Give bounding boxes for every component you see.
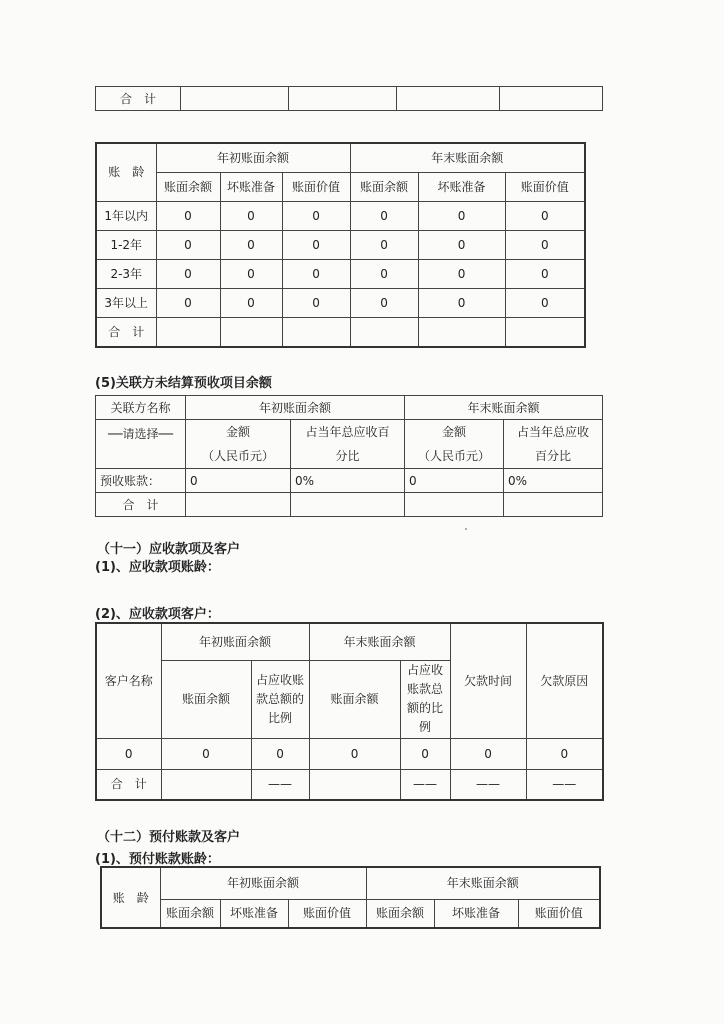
party-select[interactable]: ──请选择── bbox=[96, 420, 186, 469]
total-label: 合 计 bbox=[96, 493, 186, 517]
dash-cell: —— bbox=[251, 769, 309, 800]
table-row bbox=[96, 259, 585, 288]
table-cell bbox=[504, 493, 603, 517]
cell-value: 0 bbox=[400, 738, 450, 769]
table-row bbox=[96, 201, 585, 230]
currency-label: （人民币元） bbox=[201, 449, 274, 463]
section-12-sub1: (1)、预付账款账龄： bbox=[95, 852, 220, 867]
section-12-title: （十二）预付账款及客户 bbox=[97, 830, 241, 845]
percent-header: 占应收账款总额的比例 bbox=[400, 660, 450, 738]
end-balance-header: 年末账面余额 bbox=[405, 396, 603, 420]
cell-value: 0 bbox=[282, 201, 350, 230]
amount-input[interactable]: 0 bbox=[186, 469, 291, 493]
table-cell bbox=[500, 87, 603, 111]
cell-value: 0 bbox=[161, 738, 251, 769]
percent-label-line2: 百分比 bbox=[535, 449, 572, 463]
col-header: 账面价值 bbox=[518, 899, 600, 928]
row-label: 预收账款： bbox=[96, 469, 186, 493]
cell-value: 0 bbox=[251, 738, 309, 769]
cell-value: 0 bbox=[418, 230, 505, 259]
cell-value: 0 bbox=[156, 230, 220, 259]
begin-balance-header: 年初账面余额 bbox=[186, 396, 405, 420]
prepaid-aging-table bbox=[100, 866, 601, 929]
section-5-title: (5)关联方未结算预收项目余额 bbox=[95, 376, 272, 391]
cell-value: 0 bbox=[282, 288, 350, 317]
percent-label-line1: 占当年总应收 bbox=[517, 425, 590, 439]
cell-value: 0 bbox=[418, 288, 505, 317]
amount-label: 金额 bbox=[225, 425, 250, 439]
cell-value: 0 bbox=[282, 230, 350, 259]
begin-balance-header: 年初账面余额 bbox=[156, 143, 350, 172]
row-label: 1-2年 bbox=[96, 230, 156, 259]
cell-value: 0 bbox=[282, 259, 350, 288]
total-row bbox=[96, 769, 603, 800]
cell-value: 0 bbox=[220, 288, 282, 317]
table-cell bbox=[397, 87, 500, 111]
end-balance-header: 年末账面余额 bbox=[366, 867, 600, 899]
table-cell bbox=[418, 317, 505, 347]
cell-value: 0 bbox=[156, 201, 220, 230]
amount-label: 金额 bbox=[442, 425, 467, 439]
percent-label-line1: 占当年总应收百 bbox=[305, 425, 390, 439]
cell-value: 0 bbox=[156, 288, 220, 317]
percent-input[interactable]: 0% bbox=[291, 469, 405, 493]
cell-value: 0 bbox=[450, 738, 526, 769]
total-row bbox=[96, 317, 585, 347]
section-11-sub2: (2)、应收款项客户： bbox=[95, 607, 220, 622]
cell-value: 0 bbox=[418, 259, 505, 288]
col-header: 账面价值 bbox=[288, 899, 366, 928]
table-cell bbox=[505, 317, 585, 347]
percent-header bbox=[504, 420, 603, 469]
customer-table bbox=[95, 622, 604, 801]
begin-balance-header: 年初账面余额 bbox=[161, 623, 309, 660]
owed-reason-header: 欠款原因 bbox=[526, 623, 603, 738]
cell-value: 0 bbox=[526, 738, 603, 769]
dash-cell: —— bbox=[526, 769, 603, 800]
table-row bbox=[96, 469, 603, 493]
begin-balance-header: 年初账面余额 bbox=[160, 867, 366, 899]
col-header: 坏账准备 bbox=[418, 172, 505, 201]
cell-value: 0 bbox=[350, 288, 418, 317]
table-cell bbox=[186, 493, 291, 517]
table-cell bbox=[181, 87, 289, 111]
end-balance-header: 年末账面余额 bbox=[350, 143, 585, 172]
amount-input[interactable]: 0 bbox=[405, 469, 504, 493]
percent-header: 占应收账款总额的比例 bbox=[251, 660, 309, 738]
col-header: 账面价值 bbox=[505, 172, 585, 201]
cell-value: 0 bbox=[309, 738, 400, 769]
row-label: 1年以内 bbox=[96, 201, 156, 230]
col-header: 账面余额 bbox=[366, 899, 434, 928]
col-header: 账面余额 bbox=[160, 899, 220, 928]
total-row bbox=[96, 493, 603, 517]
table-cell bbox=[350, 317, 418, 347]
row-label: 3年以上 bbox=[96, 288, 156, 317]
table-row bbox=[96, 288, 585, 317]
cell-value: 0 bbox=[220, 230, 282, 259]
balance-header: 账面余额 bbox=[161, 660, 251, 738]
cell-value: 0 bbox=[418, 201, 505, 230]
amount-header bbox=[186, 420, 291, 469]
cell-value: 0 bbox=[505, 201, 585, 230]
cell-value: 0 bbox=[220, 201, 282, 230]
table-cell bbox=[220, 317, 282, 347]
cell-value: 0 bbox=[350, 230, 418, 259]
balance-header: 账面余额 bbox=[309, 660, 400, 738]
party-name-header: 关联方名称 bbox=[96, 396, 186, 420]
table-cell bbox=[156, 317, 220, 347]
total-label: 合 计 bbox=[96, 317, 156, 347]
related-party-table bbox=[95, 395, 603, 517]
cell-value: 0 bbox=[220, 259, 282, 288]
percent-input[interactable]: 0% bbox=[504, 469, 603, 493]
dash-cell: —— bbox=[400, 769, 450, 800]
dash-cell: —— bbox=[450, 769, 526, 800]
table-row bbox=[96, 230, 585, 259]
table-cell bbox=[289, 87, 397, 111]
owed-time-header: 欠款时间 bbox=[450, 623, 526, 738]
section-11-title: （十一）应收款项及客户 bbox=[97, 542, 241, 557]
cell-value: 0 bbox=[505, 259, 585, 288]
cell-value: 0 bbox=[505, 230, 585, 259]
table-cell bbox=[161, 769, 251, 800]
aging-header: 账 龄 bbox=[101, 867, 160, 928]
customer-name-header: 客户名称 bbox=[96, 623, 161, 738]
scan-speck bbox=[465, 528, 467, 530]
total-label: 合 计 bbox=[96, 87, 181, 111]
end-balance-header: 年末账面余额 bbox=[309, 623, 450, 660]
aging-table bbox=[95, 142, 586, 348]
section-11-sub1: (1)、应收款项账龄： bbox=[95, 560, 220, 575]
col-header: 账面价值 bbox=[282, 172, 350, 201]
table-cell bbox=[405, 493, 504, 517]
total-label: 合 计 bbox=[96, 769, 161, 800]
col-header: 账面余额 bbox=[156, 172, 220, 201]
col-header: 坏账准备 bbox=[220, 899, 288, 928]
table-row bbox=[96, 738, 603, 769]
amount-header bbox=[405, 420, 504, 469]
cell-value: 0 bbox=[505, 288, 585, 317]
percent-header bbox=[291, 420, 405, 469]
col-header: 坏账准备 bbox=[434, 899, 518, 928]
cell-value: 0 bbox=[96, 738, 161, 769]
top-total-table bbox=[95, 86, 603, 111]
table-cell bbox=[309, 769, 400, 800]
table-cell bbox=[291, 493, 405, 517]
cell-value: 0 bbox=[350, 259, 418, 288]
aging-header: 账 龄 bbox=[96, 143, 156, 201]
col-header: 坏账准备 bbox=[220, 172, 282, 201]
row-label: 2-3年 bbox=[96, 259, 156, 288]
percent-label-line2: 分比 bbox=[335, 449, 360, 463]
table-cell bbox=[282, 317, 350, 347]
cell-value: 0 bbox=[350, 201, 418, 230]
currency-label: （人民币元） bbox=[418, 449, 491, 463]
cell-value: 0 bbox=[156, 259, 220, 288]
col-header: 账面余额 bbox=[350, 172, 418, 201]
